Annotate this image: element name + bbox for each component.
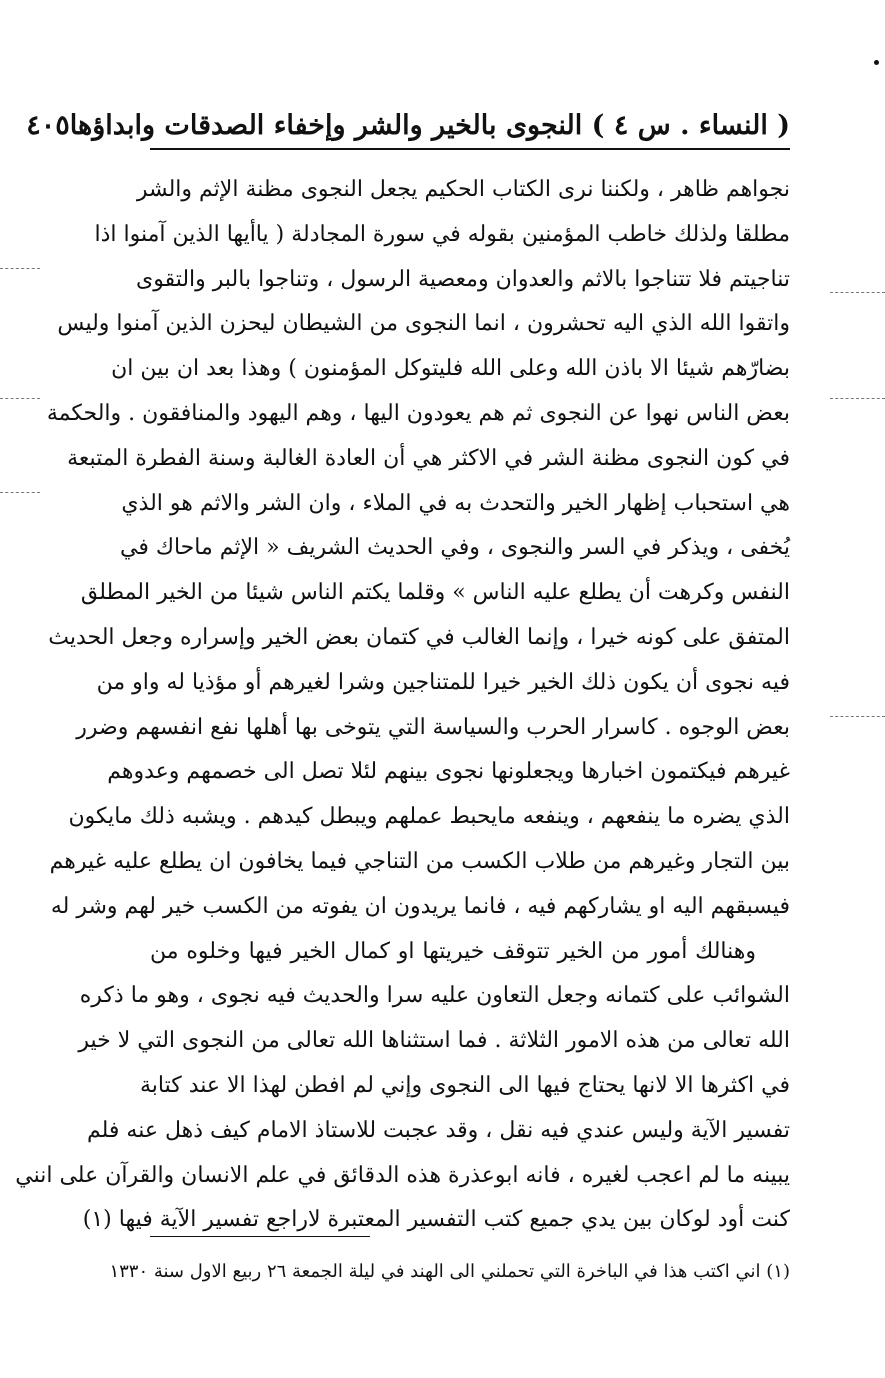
text-line: وهنالك أمور من الخير تتوقف خيريتها او كمال الخير فيها وخلوه من	[150, 938, 756, 964]
text-line: يُخفى ، ويذكر في السر والنجوى ، وفي الحديث الشريف « الإثم ماحاك في	[119, 535, 790, 561]
text-line: تناجيتم فلا تتناجوا بالاثم والعدوان ومعصية الرسول ، وتناجوا بالبر والتقوى	[135, 266, 790, 292]
left-margin-dash	[0, 398, 40, 399]
margin-mark	[874, 60, 879, 65]
text-line: بعض الوجوه . كاسرار الحرب والسياسة التي يتوخى بها أهلها نفع انفسهم وضرر	[76, 714, 790, 740]
text-line: مطلقا ولذلك خاطب المؤمنين بقوله في سورة المجادلة ( ياأيها الذين آمنوا اذا	[94, 221, 790, 247]
header-title: ( النساء . س ٤ ) النجوى بالخير والشر وإخفاء الصدقات وابداؤها	[69, 109, 790, 141]
footnote-rule	[150, 1236, 370, 1237]
text-line: غيرهم فيكتمون اخبارها ويجعلونها نجوى بينهم لئلا تصل الى خصمهم وعدوهم	[107, 759, 790, 785]
text-line: بين التجار وغيرهم من طلاب الكسب من التناجي فيما يخافون ان يطلع عليه غيرهم	[49, 848, 790, 874]
right-margin-dash	[830, 716, 885, 717]
text-line: يبينه ما لم اعجب لغيره ، فانه ابوعذرة هذه الدقائق في علم الانسان والقرآن على انني	[15, 1162, 790, 1188]
page-number: ٤٠٥	[26, 109, 70, 141]
running-header	[26, 105, 790, 145]
text-line: المتفق على كونه خيرا ، وإنما الغالب في كتمان بعض الخير وإسراره وجعل الحديث	[48, 624, 790, 650]
body-text	[15, 168, 790, 1243]
left-margin-dash	[0, 268, 40, 269]
footnote: (١) اني اكتب هذا في الباخرة التي تحملني الى الهند في ليلة الجمعة ٢٦ ربيع الاول سنة ١٣٣٠	[109, 1261, 790, 1282]
text-line: في اكثرها الا لانها يحتاج فيها الى النجوى وإني لم افطن لهذا الا عند كتابة	[139, 1072, 790, 1098]
right-margin-dash	[830, 398, 885, 399]
text-line: الله تعالى من هذه الامور الثلاثة . فما استثناها الله تعالى من النجوى التي لا خير	[78, 1028, 790, 1054]
text-line: النفس وكرهت أن يطلع عليه الناس » وقلما يكتم الناس شيئا من الخير المطلق	[80, 580, 790, 606]
text-line: كنت أود لوكان بين يدي جميع كتب التفسير المعتبرة لاراجع تفسير الآية فيها (١)	[82, 1207, 790, 1233]
text-line: فيسبقهم اليه او يشاركهم فيه ، فانما يريدون ان يفوته من الكسب خير لهم وشر له	[50, 893, 790, 919]
text-line: تفسير الآية وليس عندي فيه نقل ، وقد عجبت للاستاذ الامام كيف ذهل عنه فلم	[86, 1117, 790, 1143]
text-line: في كون النجوى مظنة الشر في الاكثر هي أن العادة الغالبة وسنة الفطرة المتبعة	[67, 445, 790, 471]
text-line: الذي يضره ما ينفعهم ، وينفعه مايحبط عملهم ويبطل كيدهم . ويشبه ذلك مايكون	[68, 804, 790, 830]
text-line: نجواهم ظاهر ، ولكننا نرى الكتاب الحكيم يجعل النجوى مظنة الإثم والشر	[136, 177, 790, 202]
text-line: فيه نجوى أن يكون ذلك الخير خيرا للمتناجين وشرا لغيرهم أو مؤذيا له واو من	[96, 669, 790, 695]
text-line: هي استحباب إظهار الخير والتحدث به في الملاء ، وان الشر والاثم هو الذي	[121, 490, 790, 516]
header-rule	[150, 148, 790, 150]
left-margin-dash	[0, 492, 40, 493]
text-line: واتقوا الله الذي اليه تحشرون ، انما النجوى من الشيطان ليحزن الذين آمنوا وليس	[57, 311, 790, 337]
text-line: بضارّهم شيئا الا باذن الله وعلى الله فليتوكل المؤمنون ) وهذا بعد ان بين ان	[111, 356, 790, 382]
text-line: الشوائب على كتمانه وجعل التعاون عليه سرا والحديث فيه نجوى ، وهو ما ذكره	[79, 983, 790, 1009]
text-line: بعض الناس نهوا عن النجوى ثم هم يعودون اليها ، وهم اليهود والمنافقون . والحكمة	[46, 400, 790, 426]
right-margin-dash	[830, 292, 885, 293]
